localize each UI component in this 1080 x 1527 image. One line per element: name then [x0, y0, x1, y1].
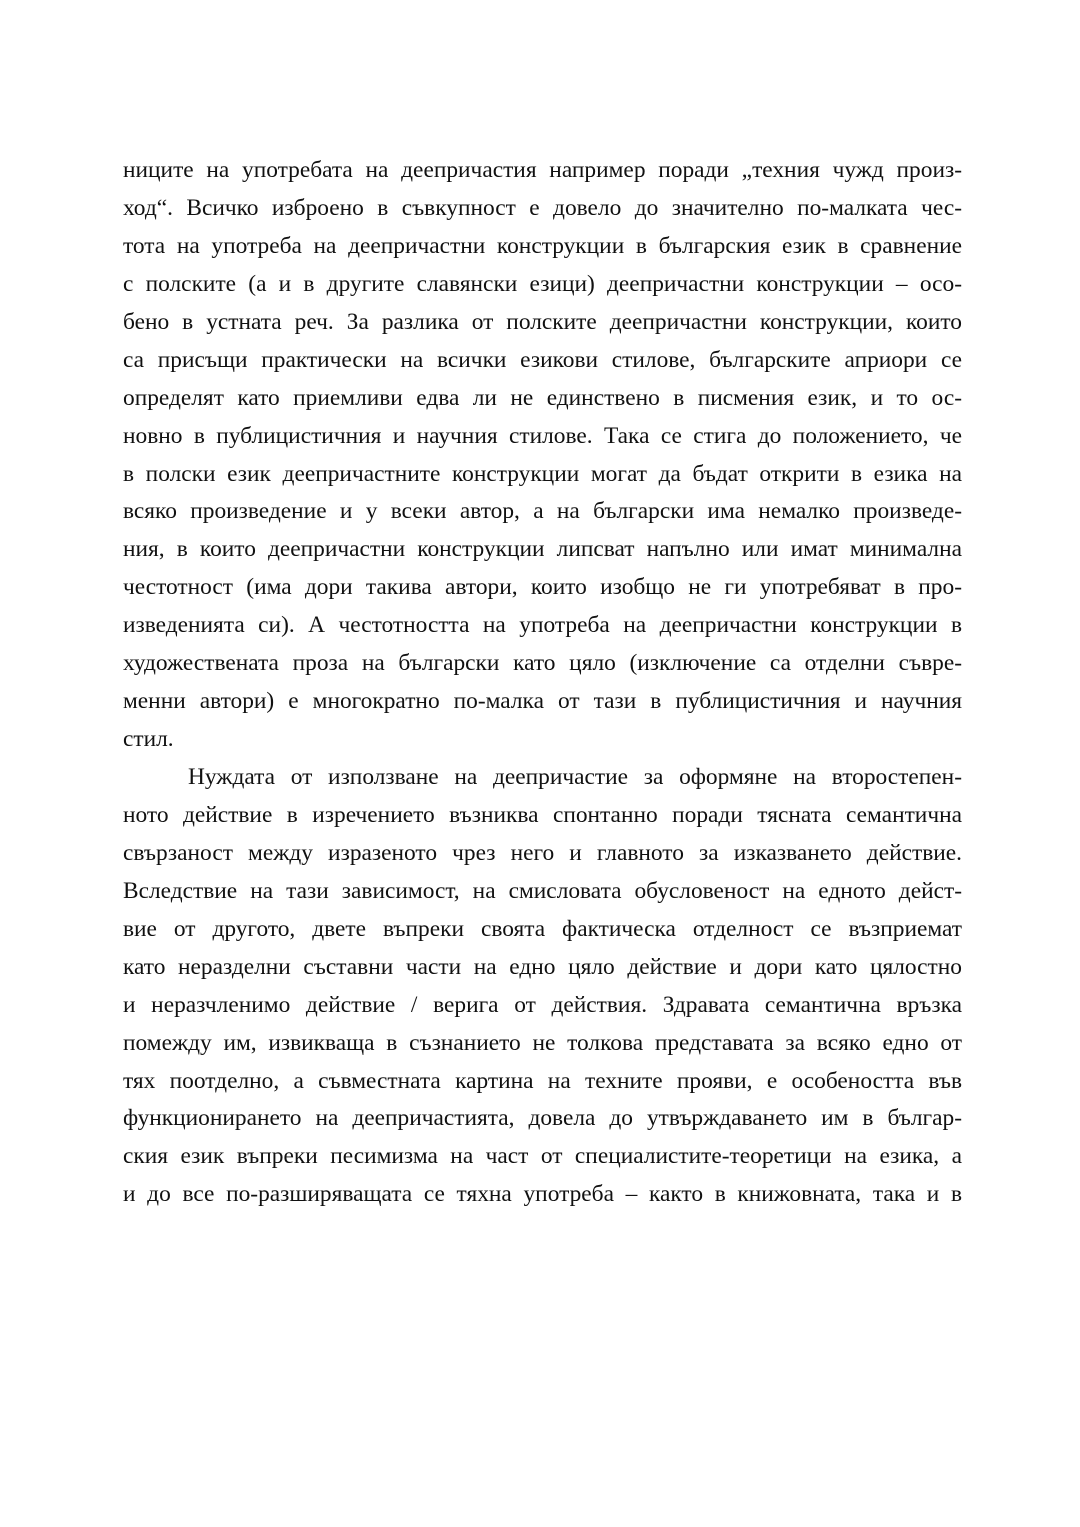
text-line: в полски език деепричастните конструкции могат да бъдат открити в езика на [123, 460, 962, 487]
text-line: като неразделни съставни части на едно цяло действие и дори като цялостно [123, 953, 962, 980]
text-line: и неразчленимо действие / верига от действия. Здравата семантична връзка [123, 991, 962, 1018]
text-line: са присъщи практически на всички езикови стилове, българските априори се [123, 346, 962, 373]
text-line: вие от другото, двете въпреки своята фактическа отделност се възприемат [123, 915, 962, 942]
text-line: честотност (има дори такива автори, които изобщо не ги употребяват в про- [123, 574, 962, 601]
text-line: функционирането на деепричастията, довела до утвърждаването им в българ- [123, 1105, 962, 1132]
text-line: ския език въпреки песимизма на част от специалистите-теоретици на езика, а [123, 1143, 962, 1170]
text-line: изведенията си). А честотността на употреба на деепричастни конструкции в [123, 612, 962, 639]
text-line: ния, в които деепричастни конструкции липсват напълно или имат минимална [123, 536, 962, 563]
text-line: художествената проза на български като цяло (изключение са отделни съвре- [123, 650, 962, 677]
text-line: и до все по-разширяващата се тяхна употреба – както в книжовната, така и в [123, 1181, 962, 1208]
text-line: менни автори) е многократно по-малка от тази в публицистичния и научния [123, 688, 962, 715]
text-line: тях поотделно, а съвместната картина на техните прояви, е особеността във [123, 1067, 962, 1094]
text-line: бено в устната реч. За разлика от полските деепричастни конструкции, които [123, 308, 962, 335]
text-line: тота на употреба на деепричастни конструкции в българския език в сравнение [123, 232, 962, 259]
text-line: свързаност между изразеното чрез него и главното за изказването действие. [123, 839, 962, 866]
text-line: ход“. Всичко изброено в съвкупност е довело до значително по-малката чес- [123, 194, 962, 221]
text-line: всяко произведение и у всеки автор, а на български има немалко произведе- [123, 498, 962, 525]
text-line: Нуждата от използване на деепричастие за оформяне на второстепен- [188, 764, 962, 790]
text-line: ниците на употребата на деепричастия например поради „техния чужд произ- [123, 157, 962, 183]
paragraph-2 [123, 759, 962, 1214]
body-text [123, 152, 962, 1214]
text-line: стил. [123, 726, 174, 753]
paragraph-1 [123, 152, 962, 759]
text-line: помежду им, извикваща в съзнанието не толкова представата за всяко едно от [123, 1029, 962, 1056]
text-line: с полските (а и в другите славянски езици) деепричастни конструкции – осо- [123, 270, 962, 297]
text-line: новно в публицистичния и научния стилове. Така се стига до положението, че [123, 422, 962, 449]
text-line: ното действие в изречението възниква спонтанно поради тясната семантична [123, 801, 962, 828]
text-line: Вследствие на тази зависимост, на смисловата обусловеност на едното дейст- [123, 877, 962, 904]
text-line: определят като приемливи едва ли не единствено в писмения език, и то ос- [123, 384, 962, 411]
